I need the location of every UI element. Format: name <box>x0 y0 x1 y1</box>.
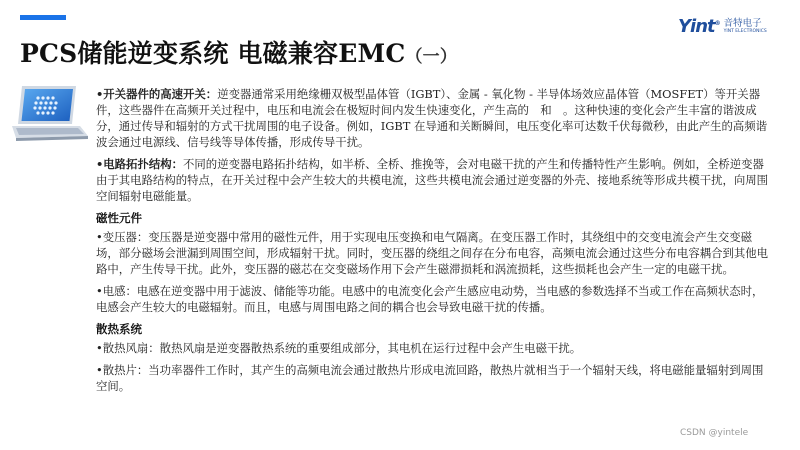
slide-title-main: PCS储能逆变系统 电磁兼容EMC <box>20 39 406 68</box>
logo-cn-name: 音特电子 <box>723 17 762 29</box>
paragraph-lead: •电路拓扑结构： <box>96 157 184 171</box>
company-logo <box>678 16 767 37</box>
logo-en-name: YINT ELECTRONICS <box>723 29 767 34</box>
paragraph-switching-devices <box>96 86 774 150</box>
watermark: CSDN @yintele <box>680 428 749 438</box>
slide-title <box>20 34 457 70</box>
paragraph-inductor: •电感：电感在逆变器中用于滤波、储能等功能。电感中的电流变化会产生感应电动势，当电感的参数选择不当或工作在高频状态时，电感会产生较大的电磁辐射。而且，电感与周围电路之间的耦合也会导致电磁干扰的传播。 <box>96 284 764 314</box>
section-heading-magnetic: 磁性元件 <box>96 211 142 225</box>
section-heading-cooling: 散热系统 <box>96 322 142 336</box>
paragraph-text: 不同的逆变器电路拓扑结构，如半桥、全桥、推挽等，会对电磁干扰的产生和传播特性产生影响。例如，全桥逆变器由于其电路结构的特点，在开关过程中会产生较大的共模电流，这些共模电流会通过逆变器的外壳、接地系统等形成共模干扰，向周围空间辐射电磁能量。 <box>96 157 769 203</box>
logo-mark: Yint® <box>678 16 720 37</box>
slide-title-part: （一） <box>405 47 458 67</box>
paragraph-lead: •开关器件的高速开关： <box>96 87 218 101</box>
paragraph-transformer: •变压器：变压器是逆变器中常用的磁性元件，用于实现电压变换和电气隔离。在变压器工作时，其绕组中的交变电流会产生交变磁场，部分磁场会泄漏到周围空间，形成辐射干扰。同时，变压器的绕组之间存在分布电容，高频电流会通过这些分布电容耦合到其他电路中，产生传导干扰。此外，变压器的磁芯在交变磁场作用下会产生磁滞损耗和涡流损耗，这些损耗也会产生一定的电磁干扰。 <box>96 230 769 276</box>
paragraph-fan: •散热风扇：散热风扇是逆变器散热系统的重要组成部分，其电机在运行过程中会产生电磁干扰。 <box>96 341 582 355</box>
logo-text <box>724 19 767 35</box>
logo-mark-text: Yint <box>678 16 715 37</box>
laptop-icon <box>8 82 90 144</box>
paragraph-text: 逆变器通常采用绝缘栅双极型晶体管（IGBT）、金属 - 氧化物 - 半导体场效应晶体管（MOSFET）等开关器件，这些器件在高频开关过程中，电压和电流会在极短时间内发生快速变化，产生高的 和 。这种快速的变化会产生丰富的谐波成分，通过传导和辐射的方式干扰周围的电子设备。例如，IGBT 在导通和关断瞬间，电压变化率可达数千伏每微秒，由此产生的高频谐波会通过电源线、信号线等导体传播，形成传导干扰。 <box>96 87 768 149</box>
slide-body <box>96 86 774 400</box>
title-accent-bar <box>20 15 66 20</box>
paragraph-circuit-topology <box>96 156 774 204</box>
paragraph-heatsink: •散热片：当功率器件工作时，其产生的高频电流会通过散热片形成电流回路，散热片就相当于一个辐射天线，将电磁能量辐射到周围空间。 <box>96 363 764 393</box>
